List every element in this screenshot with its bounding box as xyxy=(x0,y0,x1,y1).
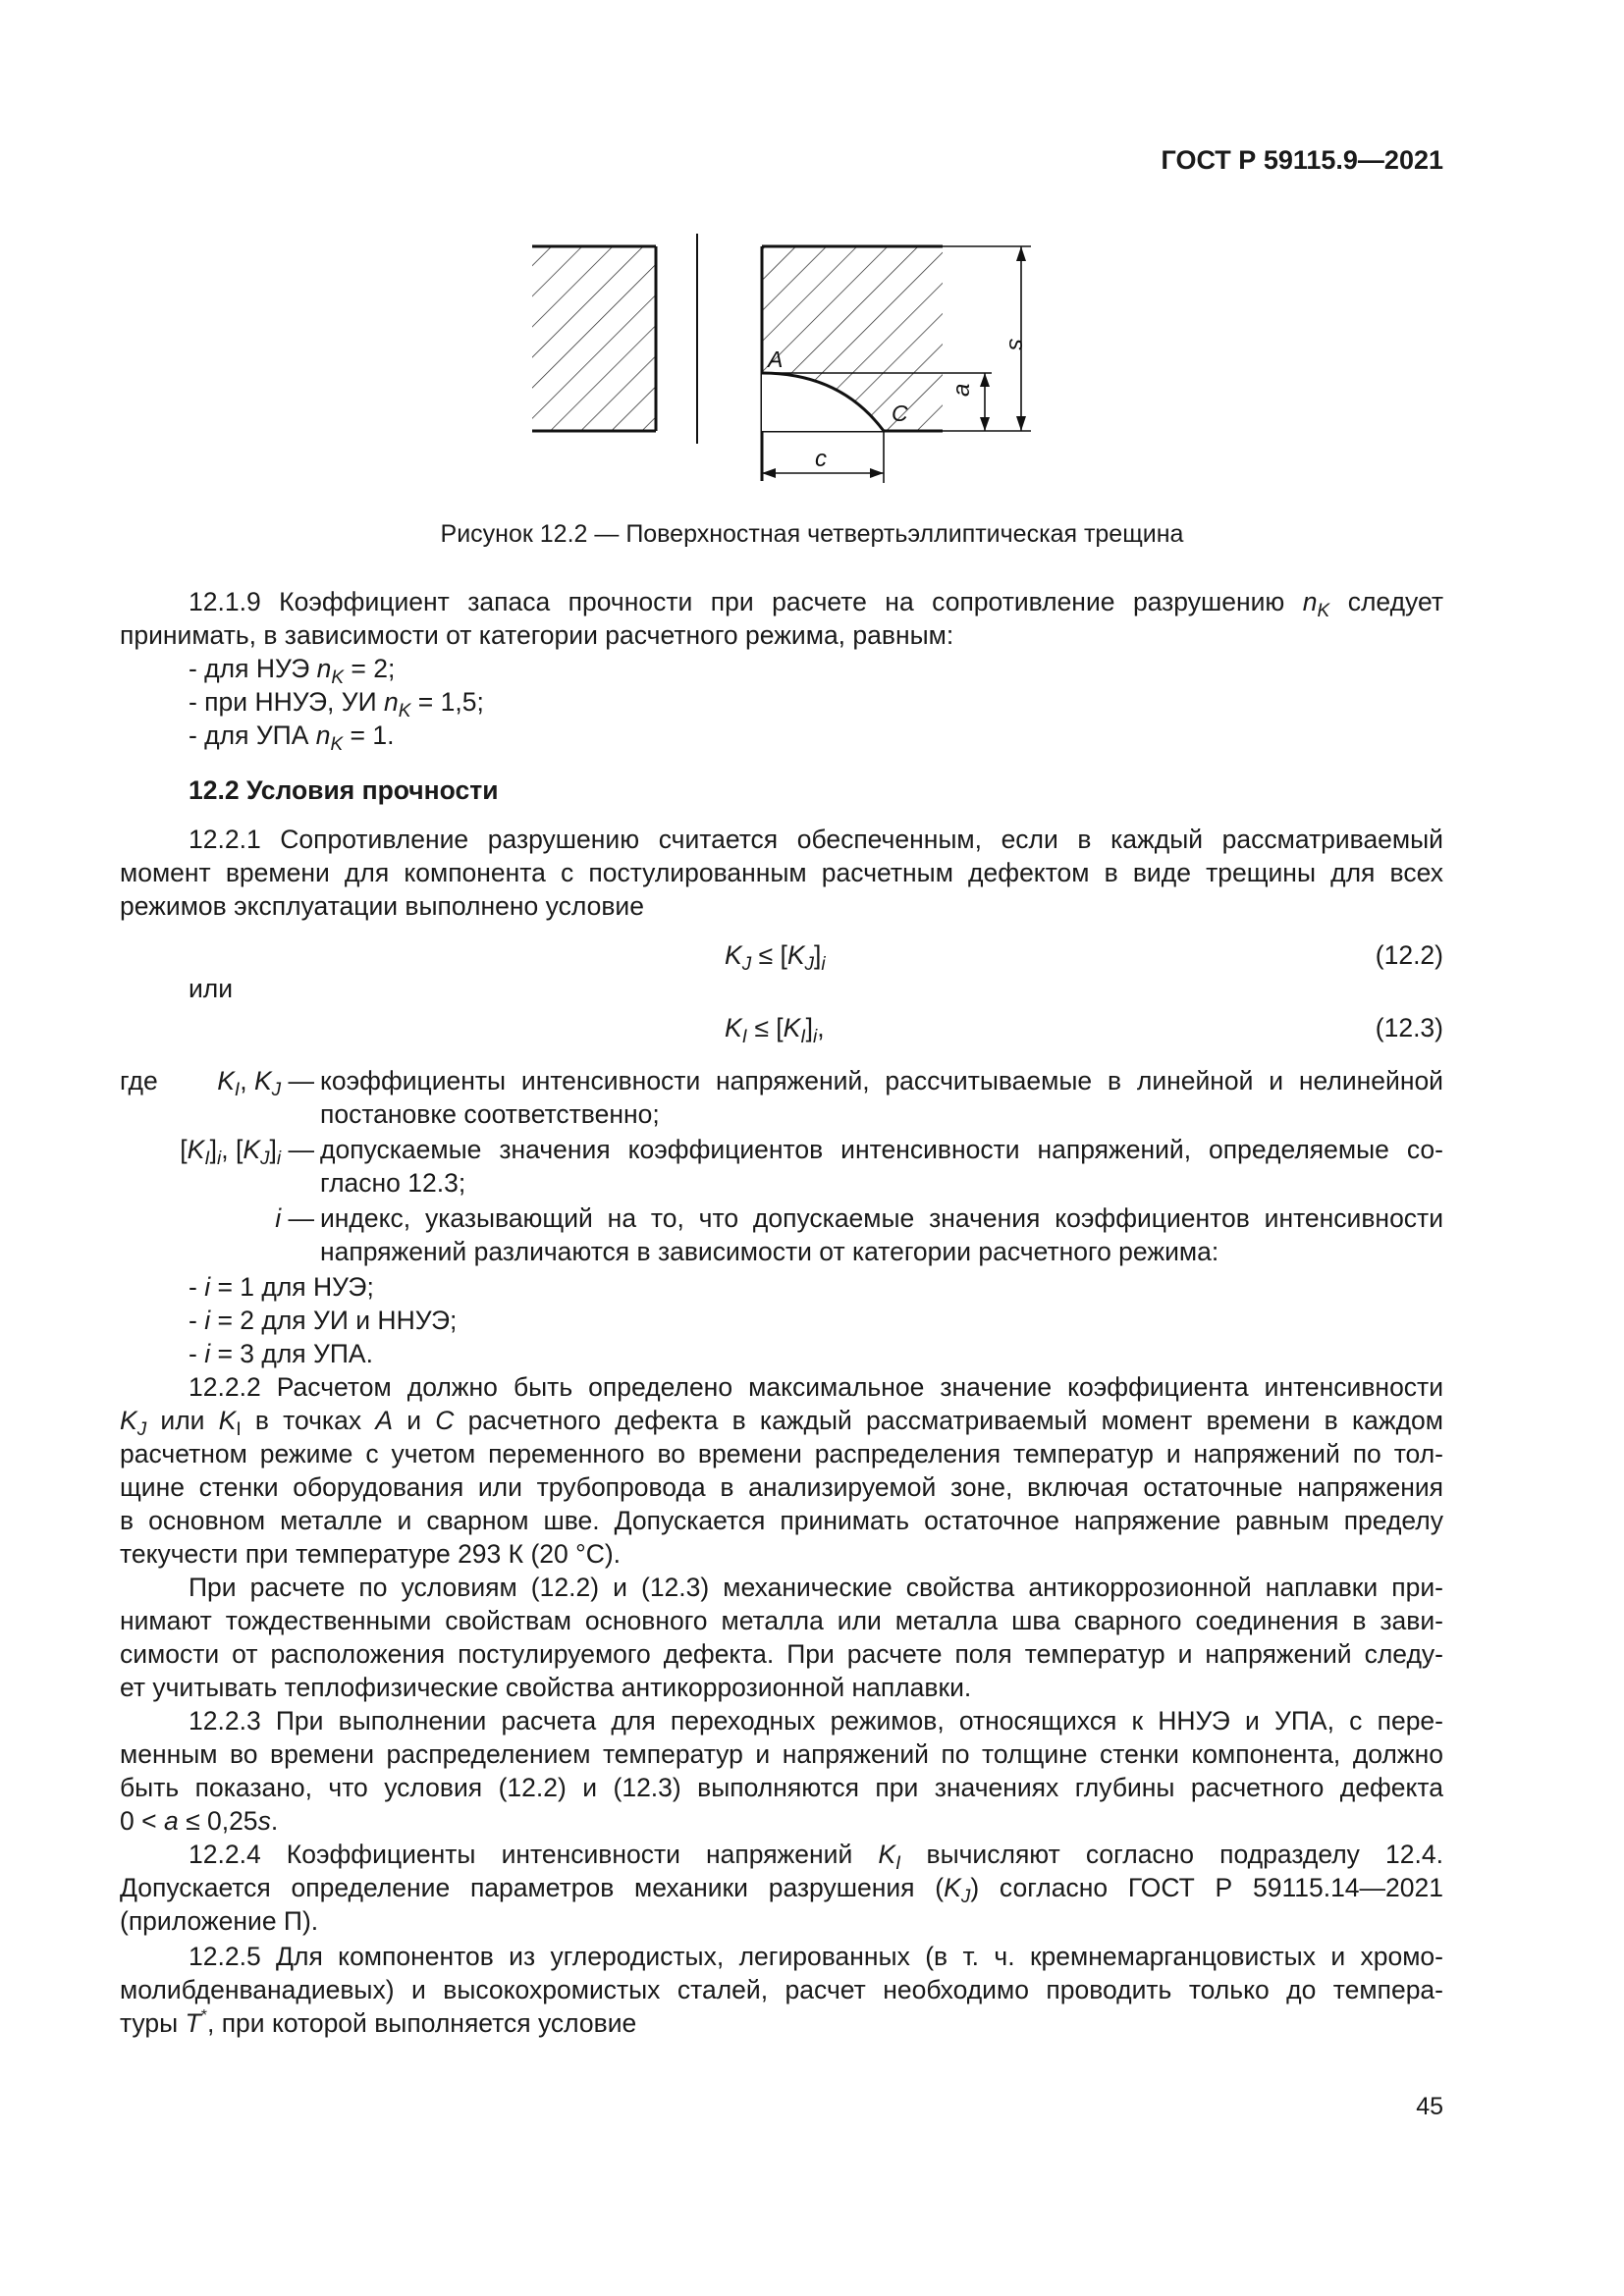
term-allowable-desc2: гласно 12.3; xyxy=(320,1168,466,1198)
label-a: a xyxy=(948,383,975,397)
p1225-line2: молибденванадиевых) и высокохромистых сталей, расчет необходимо проводить только до темпера- xyxy=(120,1975,1443,2004)
term-ki-kj-desc2: постановке соответственно; xyxy=(320,1099,660,1129)
p1224-line3: (приложение П). xyxy=(120,1906,319,1936)
equation-12-3: $K_I \le [K_I]_i$, xyxy=(725,1013,825,1047)
equation-number-12-2: (12.2) xyxy=(1375,940,1443,970)
equation-12-2: $K_J \le [K_J]_i$ xyxy=(725,940,826,975)
term-allowable-desc1: допускаемые значения коэффициентов интенсивности напряжений, определяемые со- xyxy=(320,1135,1443,1164)
p1219-line1: 12.1.9 Коэффициент запаса прочности при расчете на сопротивление разрушению $n_K$ следует xyxy=(189,587,1443,621)
p1223-line1: 12.2.3 При выполнении расчета для переходных режимов, относящихся к ННУЭ и УПА, с пере- xyxy=(189,1706,1443,1735)
index-item-3: - i = 3 для УПА. xyxy=(189,1339,373,1368)
term-allowable: $[K_I]_i$, $[K_J]_i$ — xyxy=(180,1135,314,1169)
pcalc-line4: ет учитывать теплофизические свойства антикоррозионной наплавки. xyxy=(120,1673,972,1702)
term-ki-kj-desc1: коэффициенты интенсивности напряжений, рассчитываемые в линейной и нелинейной xyxy=(320,1066,1443,1095)
document-id: ГОСТ Р 59115.9—2021 xyxy=(1161,145,1443,175)
index-item-2: - i = 2 для УИ и ННУЭ; xyxy=(189,1306,458,1335)
section-title: 12.2 Условия прочности xyxy=(189,775,499,805)
term-index: i — xyxy=(275,1203,314,1233)
p1222-line6: текучести при температуре 293 К (20 °С). xyxy=(120,1539,622,1569)
p1219-line2: принимать, в зависимости от категории расчетного режима, равным: xyxy=(120,620,954,650)
pcalc-line1: При расчете по условиям (12.2) и (12.3) механические свойства антикоррозионной наплавки при- xyxy=(189,1573,1443,1602)
term-index-desc1: индекс, указывающий на то, что допускаемые значения коэффициентов интенсивности xyxy=(320,1203,1443,1233)
p1225-line3: туры T*, при которой выполняется условие xyxy=(120,2007,637,2038)
crack-figure xyxy=(511,226,1041,491)
label-c: c xyxy=(815,446,827,472)
p1222-line3: расчетном режиме с учетом переменного во времени распределения температур и напряжений по тол- xyxy=(120,1439,1443,1468)
figure-caption: Рисунок 12.2 — Поверхностная четвертьэллиптическая трещина xyxy=(440,520,1184,548)
p1222-line1: 12.2.2 Расчетом должно быть определено максимальное значение коэффициента интенсивности xyxy=(189,1372,1443,1402)
p1224-line2: Допускается определение параметров механики разрушения $(K_J)$ согласно ГОСТ Р 59115.14—2021 xyxy=(120,1873,1443,1907)
p1223-line2: менным во времени распределением температур и напряжений по толщине стенки компонента, должно xyxy=(120,1739,1443,1769)
left-wall-section xyxy=(532,246,656,431)
where-word: где xyxy=(120,1066,158,1095)
label-C: C xyxy=(892,400,908,426)
nk-item-nue: - для НУЭ $n_K = 2$; xyxy=(189,654,396,688)
index-item-1: - i = 1 для НУЭ; xyxy=(189,1272,374,1302)
p1221-line2: момент времени для компонента с постулированным расчетным дефектом в виде трещины для всех xyxy=(120,858,1443,887)
pcalc-line3: симости от расположения постулируемого дефекта. При расчете поля температур и напряжений следу- xyxy=(120,1639,1443,1669)
p1222-line4: щине стенки оборудования или трубопровода в анализируемой зоне, включая остаточные напряжения xyxy=(120,1472,1443,1502)
or-word: или xyxy=(189,974,234,1003)
p1224-line1: 12.2.4 Коэффициенты интенсивности напряжений $K_I$ вычисляют согласно подразделу 12.4. xyxy=(189,1840,1443,1874)
equation-number-12-3: (12.3) xyxy=(1375,1013,1443,1042)
label-s: s xyxy=(1003,339,1030,350)
p1225-line1: 12.2.5 Для компонентов из углеродистых, легированных (в т. ч. кремнемарганцовистых и хромо- xyxy=(189,1942,1443,1971)
p1223-line4: 0 < a ≤ 0,25s. xyxy=(120,1806,279,1836)
term-ki-kj: $K_I$, $K_J$ — xyxy=(217,1066,314,1100)
nk-item-upa: - для УПА $n_K = 1$. xyxy=(189,721,395,755)
label-A: A xyxy=(768,347,784,372)
p1221-line1: 12.2.1 Сопротивление разрушению считается обеспеченным, если в каждый рассматриваемый xyxy=(189,825,1443,854)
term-index-desc2: напряжений различаются в зависимости от категории расчетного режима: xyxy=(320,1237,1219,1266)
p1222-line2: $K_J$ или $K_I$ в точках A и C расчетного дефекта в каждый рассматриваемый момент времени в каждом xyxy=(120,1406,1443,1440)
p1223-line3: быть показано, что условия (12.2) и (12.3) выполняются при значениях глубины расчетного дефекта xyxy=(120,1773,1443,1802)
page-number: 45 xyxy=(1416,2093,1443,2120)
nk-item-nnue: - при ННУЭ, УИ $n_K = 1,5$; xyxy=(189,687,484,721)
pcalc-line2: нимают тождественными свойствам основного металла или металла шва сварного соединения в зави- xyxy=(120,1606,1443,1635)
p1222-line5: в основном металле и сварном шве. Допускается принимать остаточное напряжение равным пределу xyxy=(120,1506,1443,1535)
p1221-line3: режимов эксплуатации выполнено условие xyxy=(120,891,644,921)
